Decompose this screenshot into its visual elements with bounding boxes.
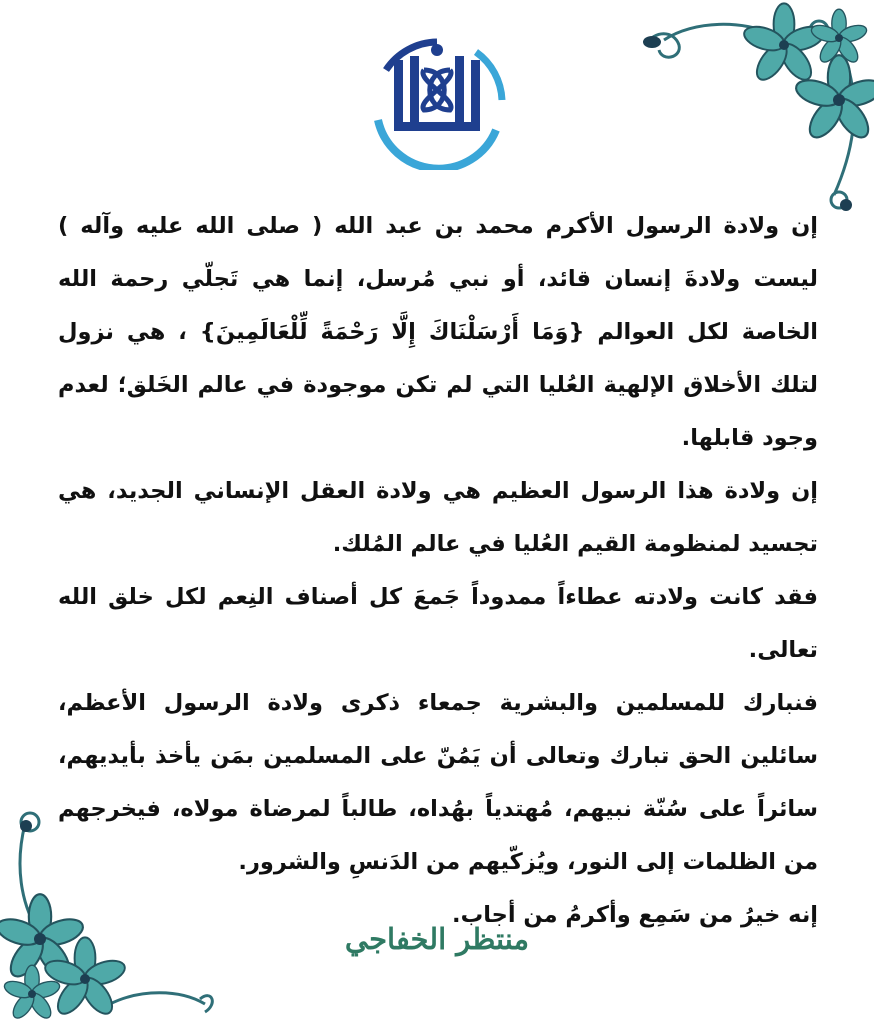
floral-corner-ornament-icon <box>634 0 874 230</box>
article-paragraph: فقد كانت ولادته عطاءاً ممدوداً جَمعَ كل أصناف النِعم لكل خلق الله تعالى. <box>58 584 818 663</box>
allah-calligraphy-emblem-icon <box>356 30 518 170</box>
article-paragraph: إنه خيرُ من سَمِع وأكرمُ من أجاب. <box>452 902 818 928</box>
author-signature: منتظر الخفاجي <box>344 922 530 956</box>
article-body <box>58 200 818 942</box>
article-paragraph: إن ولادة هذا الرسول العظيم هي ولادة العقل الإنساني الجديد، هي تجسيد لمنظومة القيم العُليا في عالم المُلك. <box>58 478 818 557</box>
article-paragraph: إن ولادة الرسول الأكرم محمد بن عبد الله ( صلى الله عليه وآله ) ليست ولادةَ إنسان قائد، أو نبي مُرسل، إنما هي تَجلّي رحمة الله الخاصة لكل العوالم {وَمَا أَرْسَلْنَاكَ إِلَّا رَحْمَةً لِّلْعَالَمِينَ} ، هي نزول لتلك الأخلاق الإلهية العُليا التي لم تكن موجودة في عالم الخَلق؛ لعدم وجود قابلها. <box>58 213 818 451</box>
article-paragraph: فنبارك للمسلمين والبشرية جمعاء ذكرى ولادة الرسول الأعظم، سائلين الحق تبارك وتعالى أن يَمُنّ على المسلمين بمَن يأخذ بأيديهم، سائراً على سُنّة نبيهم، مُهتدياً بهُداه، طالباً لمرضاة مولاه، فيخرجهم من الظلمات إلى النور، ويُزكّيهم من الدَنسِ والشرور. <box>58 690 818 875</box>
